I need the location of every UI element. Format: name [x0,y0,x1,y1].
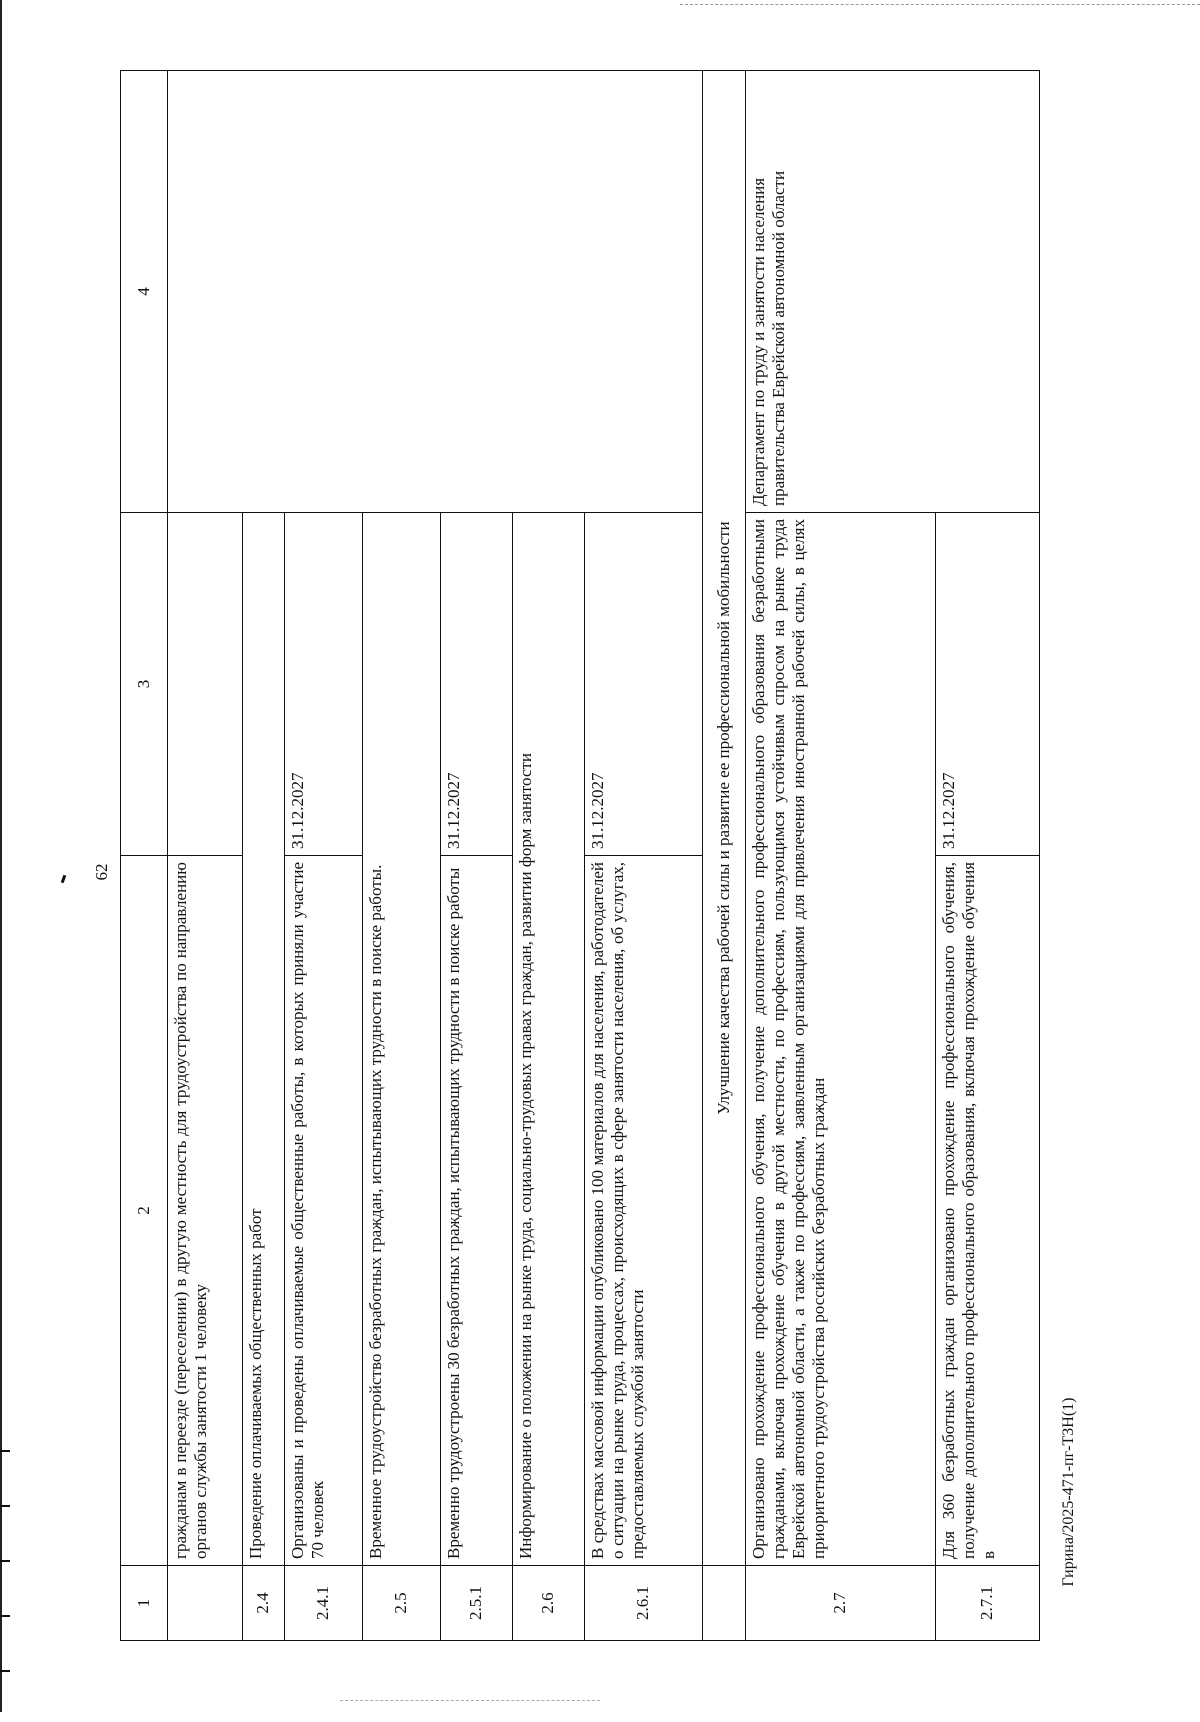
footer-document-code: Гирина/2025-471-пг-ТЗН(1) [1060,1397,1077,1587]
row-number: 2.5 [363,1566,441,1641]
row-text: Временно трудоустроены 30 безработных граждан, испытывающих трудности в поиске работы [441,856,513,1566]
row-number: 2.4.1 [285,1566,363,1641]
row-text: Для 360 безработных граждан организовано прохождение профессионального обучения, получение дополнительного профессионального образования, включая прохождение обучения в [936,856,1040,1566]
row-date: 31.12.2027 [585,513,703,856]
scan-tick [0,1670,10,1672]
rotated-table-wrapper [120,71,1040,1641]
scan-top-line [680,4,1200,6]
section-number-blank [703,1566,746,1641]
row-text: Организовано прохождение профессионального обучения, получение дополнительного профессионального образования безработными гражданами, включая прохождение обучения в другой местности, по профессиям, пользующимся устойчивым спросом на рынке труда Еврейской автономной области, а также по профессиям, заявленным организациями для привлечения иностранной рабочей силы, в целях приоритетного трудоустройства российских безработных граждан [746,513,936,1566]
row-text: Информирование о положении на рынке труда, социально-трудовых правах граждан, развитии форм занятости [513,513,585,1566]
header-col-3: 3 [121,513,168,856]
row-text: Проведение оплачиваемых общественных работ [243,513,285,1566]
row-text: Временное трудоустройство безработных граждан, испытывающих трудности в поиске работы. [363,513,441,1566]
row-responsible: Департамент по труду и занятости населения правительства Еврейской автономной области [746,71,1040,513]
scan-tick [0,1505,10,1507]
row-number: 2.7 [746,1566,936,1641]
row-number: 2.6.1 [585,1566,703,1641]
page-number: 62 [92,863,111,881]
table-row [746,71,936,1641]
table-header-row [121,71,168,1641]
plan-table [120,70,1040,1641]
scan-tick [0,1450,10,1452]
row-date: 31.12.2027 [441,513,513,856]
row-text: гражданам в переезде (переселении) в другую местность для трудоустройства по направлению органов службы занятости 1 человеку [168,856,243,1566]
row-number: 2.5.1 [441,1566,513,1641]
row-number: 2.6 [513,1566,585,1641]
row-number: 2.4 [243,1566,285,1641]
row-date: 31.12.2027 [285,513,363,856]
row-number: 2.7.1 [936,1566,1040,1641]
row-date: 31.12.2027 [936,513,1040,856]
header-col-1: 1 [121,1566,168,1641]
row-responsible-blank [168,71,703,513]
section-row [703,71,746,1641]
scan-artifact-dot [61,875,67,884]
scan-tick [0,1560,10,1562]
scan-bottom-line [340,1700,600,1702]
row-text: Организованы и проведены оплачиваемые общественные работы, в которых приняли участие 70 человек [285,856,363,1566]
scan-left-edge [0,0,2,1712]
scan-tick [0,1615,10,1617]
row-text: В средствах массовой информации опубликовано 100 материалов для населения, работодателей о ситуации на рынке труда, процессах, происходящих в сфере занятости населения, об услугах, предоставляемых службой занятости [585,856,703,1566]
row-date [168,513,243,856]
row-number [168,1566,243,1641]
header-col-2: 2 [121,856,168,1566]
header-col-4: 4 [121,71,168,513]
table-row [168,71,243,1641]
section-title: Улучшение качества рабочей силы и развитие ее профессиональной мобильности [703,71,746,1566]
